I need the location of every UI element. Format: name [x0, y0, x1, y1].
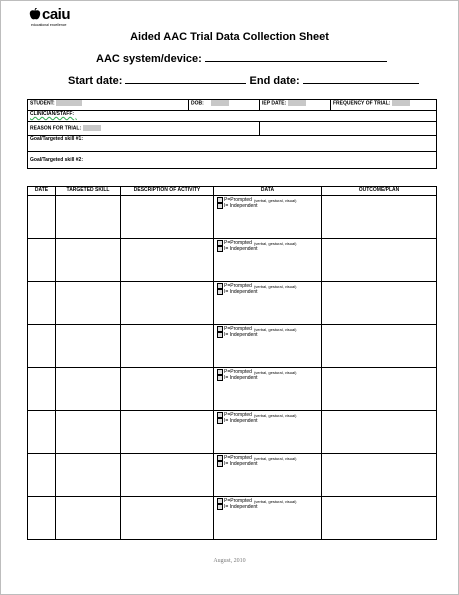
outcome-cell[interactable] — [322, 325, 437, 368]
independent-checkbox[interactable] — [217, 461, 223, 467]
date-cell[interactable] — [28, 282, 56, 325]
prompted-label: P=Prompted — [224, 197, 252, 203]
header-outcome: OUTCOME/PLAN — [322, 187, 437, 196]
student-label: STUDENT: — [30, 100, 55, 107]
independent-option — [217, 461, 318, 467]
date-cell[interactable] — [28, 497, 56, 540]
goal1-cell[interactable] — [28, 136, 437, 152]
iep-date-label: IEP DATE: — [262, 100, 287, 107]
targeted-skill-cell[interactable] — [56, 368, 121, 411]
prompted-label: P=Prompted — [224, 283, 252, 289]
targeted-skill-cell[interactable] — [56, 282, 121, 325]
independent-label: I= Independent — [224, 461, 258, 467]
iep-date-redacted — [288, 100, 306, 106]
data-cell — [214, 454, 322, 497]
prompted-types: (verbal, gestural, visual) — [253, 283, 297, 289]
targeted-skill-cell[interactable] — [56, 411, 121, 454]
data-cell — [214, 239, 322, 282]
logo-subtitle: educational excellence — [31, 23, 67, 27]
prompted-label: P=Prompted — [224, 455, 252, 461]
student-cell[interactable] — [28, 100, 189, 111]
reason-redacted — [83, 125, 101, 131]
description-cell[interactable] — [121, 411, 214, 454]
page-title: Aided AAC Trial Data Collection Sheet — [130, 31, 329, 43]
independent-option — [217, 289, 318, 295]
independent-label: I= Independent — [224, 504, 258, 510]
log-row — [28, 325, 437, 368]
prompted-types: (verbal, gestural, visual) — [253, 326, 297, 332]
apple-icon — [29, 8, 41, 20]
outcome-cell[interactable] — [322, 282, 437, 325]
independent-option — [217, 332, 318, 338]
system-field-row — [96, 52, 387, 65]
log-row — [28, 454, 437, 497]
targeted-skill-cell[interactable] — [56, 239, 121, 282]
date-cell[interactable] — [28, 325, 56, 368]
end-date-input[interactable] — [303, 74, 419, 84]
description-cell[interactable] — [121, 454, 214, 497]
description-cell[interactable] — [121, 325, 214, 368]
outcome-cell[interactable] — [322, 411, 437, 454]
independent-checkbox[interactable] — [217, 203, 223, 209]
independent-checkbox[interactable] — [217, 332, 223, 338]
dob-cell[interactable] — [189, 100, 260, 111]
independent-label: I= Independent — [224, 375, 258, 381]
log-row — [28, 239, 437, 282]
log-body — [28, 196, 437, 540]
log-row — [28, 497, 437, 540]
independent-option — [217, 246, 318, 252]
end-date-label: End date: — [249, 75, 300, 87]
outcome-cell[interactable] — [322, 196, 437, 239]
independent-checkbox[interactable] — [217, 375, 223, 381]
clinician-value — [75, 111, 120, 117]
outcome-cell[interactable] — [322, 454, 437, 497]
description-cell[interactable] — [121, 497, 214, 540]
log-row — [28, 282, 437, 325]
description-cell[interactable] — [121, 239, 214, 282]
start-date-label: Start date: — [68, 75, 123, 87]
trial-log-table — [27, 186, 437, 540]
description-cell[interactable] — [121, 196, 214, 239]
prompted-label: P=Prompted — [224, 498, 252, 504]
independent-label: I= Independent — [224, 332, 258, 338]
targeted-skill-cell[interactable] — [56, 497, 121, 540]
logo-text: caiu — [42, 6, 71, 23]
start-date-input[interactable] — [125, 74, 246, 84]
header-targeted-skill: TARGETED SKILL — [56, 187, 121, 196]
goal2-cell[interactable] — [28, 152, 437, 169]
prompted-types: (verbal, gestural, visual) — [253, 369, 297, 375]
outcome-cell[interactable] — [322, 497, 437, 540]
log-row — [28, 196, 437, 239]
reason-label: REASON FOR TRIAL: — [30, 125, 82, 132]
date-cell[interactable] — [28, 454, 56, 497]
outcome-cell[interactable] — [322, 368, 437, 411]
header-data: DATA — [214, 187, 322, 196]
targeted-skill-cell[interactable] — [56, 325, 121, 368]
prompted-types: (verbal, gestural, visual) — [253, 455, 297, 461]
system-label: AAC system/device: — [96, 53, 202, 65]
date-cell[interactable] — [28, 411, 56, 454]
header-description: DESCRIPTION OF ACTIVITY — [121, 187, 214, 196]
footer-date: August, 2010 — [213, 558, 246, 564]
independent-label: I= Independent — [224, 418, 258, 424]
frequency-redacted — [392, 100, 410, 106]
goal2-label: Goal/Targeted skill #2: — [30, 157, 83, 163]
log-header-row — [28, 187, 437, 196]
frequency-cell[interactable] — [331, 100, 437, 111]
student-info-table — [27, 99, 437, 169]
reason-cell[interactable] — [28, 122, 260, 136]
date-field-row — [68, 74, 419, 87]
independent-option — [217, 504, 318, 510]
independent-option — [217, 418, 318, 424]
data-cell — [214, 497, 322, 540]
prompted-types: (verbal, gestural, visual) — [253, 498, 297, 504]
date-cell[interactable] — [28, 368, 56, 411]
prompted-label: P=Prompted — [224, 240, 252, 246]
dob-label: DOB: — [191, 100, 204, 107]
log-row — [28, 368, 437, 411]
header-date: DATE — [28, 187, 56, 196]
prompted-label: P=Prompted — [224, 369, 252, 375]
goal1-label: Goal/Targeted skill #1: — [30, 136, 83, 142]
independent-option — [217, 203, 318, 209]
targeted-skill-cell[interactable] — [56, 196, 121, 239]
prompted-types: (verbal, gestural, visual) — [253, 240, 297, 246]
frequency-label: FREQUENCY OF TRIAL: — [333, 100, 391, 107]
clinician-label: CLINICIAN/STAFF: — [30, 111, 75, 117]
dob-redacted — [211, 100, 229, 106]
date-cell[interactable] — [28, 239, 56, 282]
targeted-skill-cell[interactable] — [56, 454, 121, 497]
caiu-logo — [29, 6, 89, 32]
data-cell — [214, 368, 322, 411]
independent-checkbox[interactable] — [217, 246, 223, 252]
iep-date-cell[interactable] — [260, 100, 331, 111]
description-cell[interactable] — [121, 368, 214, 411]
data-cell — [214, 411, 322, 454]
prompted-types: (verbal, gestural, visual) — [253, 412, 297, 418]
data-cell — [214, 196, 322, 239]
independent-label: I= Independent — [224, 203, 258, 209]
independent-checkbox[interactable] — [217, 289, 223, 295]
independent-checkbox[interactable] — [217, 418, 223, 424]
description-cell[interactable] — [121, 282, 214, 325]
data-cell — [214, 325, 322, 368]
date-cell[interactable] — [28, 196, 56, 239]
student-redacted — [56, 100, 82, 106]
reason-extra-cell[interactable] — [260, 122, 437, 136]
data-cell — [214, 282, 322, 325]
prompted-types: (verbal, gestural, visual) — [253, 197, 297, 203]
system-input[interactable] — [205, 52, 387, 62]
independent-checkbox[interactable] — [217, 504, 223, 510]
independent-label: I= Independent — [224, 289, 258, 295]
clinician-cell[interactable] — [28, 111, 437, 122]
log-row — [28, 411, 437, 454]
independent-label: I= Independent — [224, 246, 258, 252]
outcome-cell[interactable] — [322, 239, 437, 282]
prompted-label: P=Prompted — [224, 326, 252, 332]
prompted-label: P=Prompted — [224, 412, 252, 418]
independent-option — [217, 375, 318, 381]
